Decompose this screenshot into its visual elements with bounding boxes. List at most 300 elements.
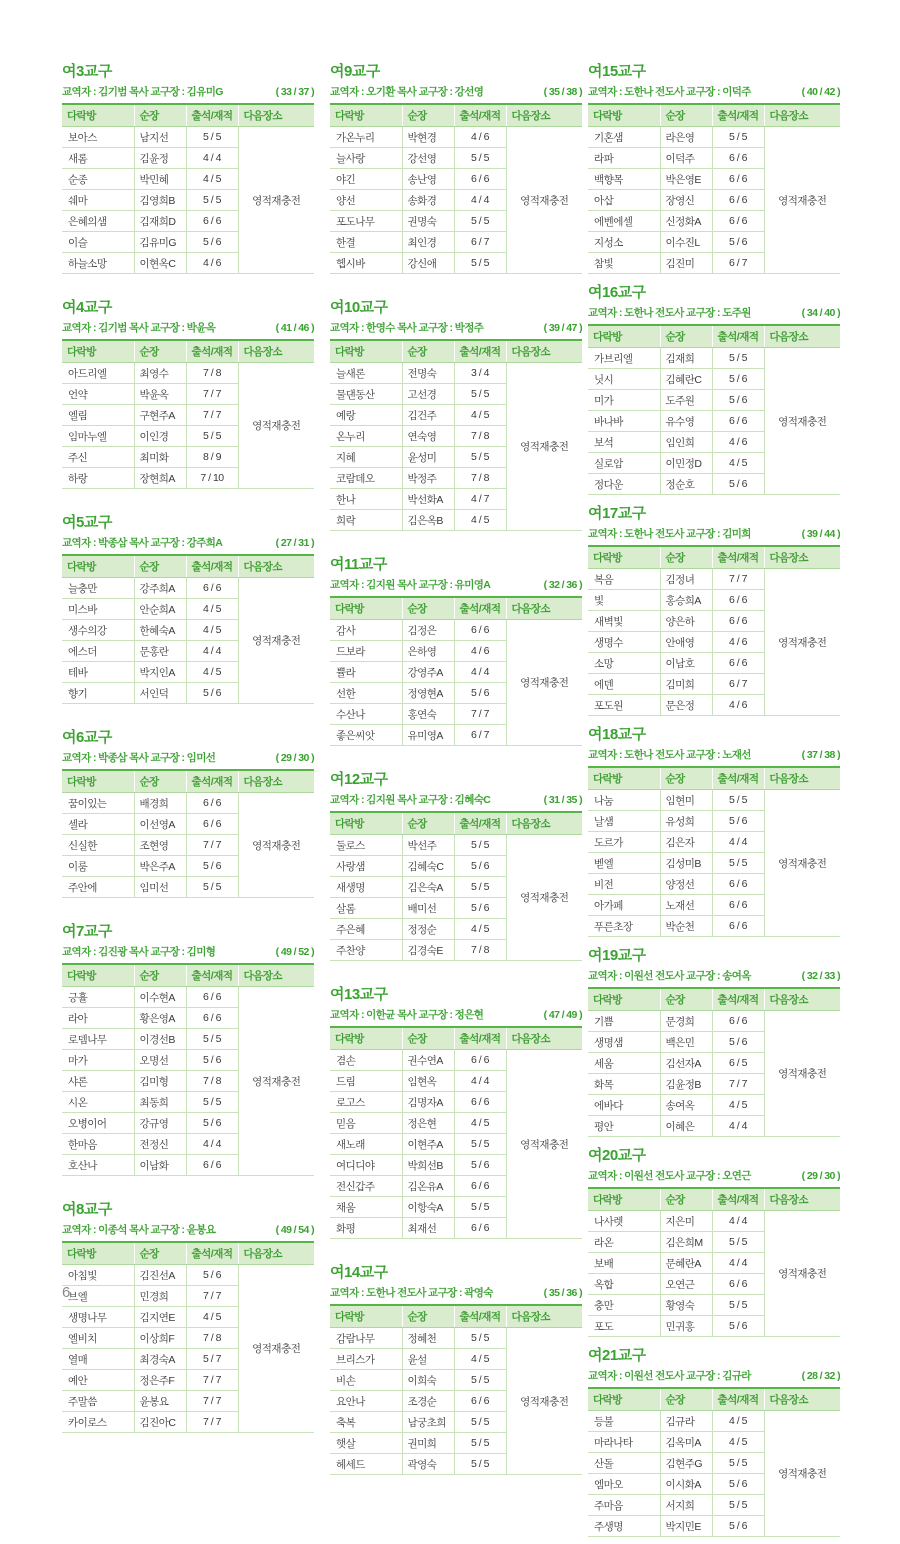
cell-leader: 김선자A [660,1053,712,1074]
attendance-total: ( 39 / 44 ) [801,528,840,540]
col-header-1: 순장 [134,340,186,363]
cell-attendance: 7 / 8 [454,468,506,489]
cell-next-place: 영적재충전 [238,578,314,704]
cell-leader: 임현옥 [402,1071,454,1092]
cell-leader: 이희숙 [402,1370,454,1391]
cell-room: 이룸 [62,856,134,877]
cell-attendance: 5 / 5 [454,1197,506,1218]
district-section [330,553,582,746]
cell-leader: 정순호 [660,474,712,495]
staff-line [588,968,840,983]
col-header-1: 순장 [660,1388,712,1411]
cell-leader: 정은현 [402,1113,454,1134]
cell-leader: 문경희 [660,1011,712,1032]
cell-attendance: 6 / 6 [454,169,506,190]
header-row [62,104,314,127]
cell-room: 보석 [588,432,660,453]
cell-attendance: 5 / 5 [712,1495,764,1516]
cell-room: 양선 [330,190,402,211]
cell-leader: 김윤정B [660,1074,712,1095]
cell-attendance: 7 / 7 [712,569,764,590]
district-section [330,1261,582,1475]
cell-leader: 김규라 [660,1411,712,1432]
cell-leader: 김온유A [402,1176,454,1197]
cell-room: 카이로스 [62,1412,134,1433]
col-header-0: 다락방 [588,1388,660,1411]
cell-room: 신실한 [62,835,134,856]
cell-leader: 박선화A [402,489,454,510]
cell-next-place: 영적재충전 [506,1050,582,1239]
col-header-2: 출석/재적 [712,988,764,1011]
cell-attendance: 6 / 6 [186,1008,238,1029]
header-row [330,340,582,363]
cell-room: 하랑 [62,468,134,489]
cell-leader: 유미영A [402,725,454,746]
cell-room: 살롬 [330,898,402,919]
roster-table [62,339,314,489]
cell-leader: 김지연E [134,1307,186,1328]
cell-leader: 황영숙 [660,1295,712,1316]
cell-attendance: 4 / 5 [712,1411,764,1432]
col-header-1: 순장 [660,104,712,127]
pastor-and-leader: 교역자 : 도한나 전도사 교구장 : 김미희 [588,528,751,540]
cell-leader: 김미형 [134,1071,186,1092]
table-row [62,793,314,814]
cell-room: 예안 [62,1370,134,1391]
cell-attendance: 6 / 6 [186,814,238,835]
header-row [588,988,840,1011]
cell-leader: 문혜란A [660,1253,712,1274]
district-section [588,723,840,937]
col-header-3: 다음장소 [764,325,840,348]
cell-room: 포도원 [588,695,660,716]
col-header-0: 다락방 [62,770,134,793]
roster-table [62,554,314,704]
attendance-total: ( 47 / 49 ) [543,1009,582,1021]
cell-attendance: 6 / 7 [454,232,506,253]
pastor-and-leader: 교역자 : 김지원 목사 교구장 : 김혜숙C [330,794,491,806]
cell-attendance: 5 / 5 [186,426,238,447]
cell-leader: 박윤옥 [134,384,186,405]
district-section [62,920,314,1176]
cell-next-place: 영적재충전 [238,1265,314,1433]
attendance-total: ( 40 / 42 ) [801,86,840,98]
roster-table [62,769,314,898]
district-title: 여14교구 [330,1264,388,1281]
cell-leader: 민경희 [134,1286,186,1307]
table-row [330,363,582,384]
cell-attendance: 4 / 5 [712,453,764,474]
cell-attendance: 7 / 7 [186,384,238,405]
cell-room: 드림 [330,1071,402,1092]
col-header-1: 순장 [134,770,186,793]
cell-leader: 김옥미A [660,1432,712,1453]
cell-attendance: 4 / 5 [454,1349,506,1370]
cell-leader: 장영신 [660,190,712,211]
attendance-total: ( 37 / 38 ) [801,749,840,761]
cell-room: 닛시 [588,369,660,390]
cell-attendance: 5 / 6 [712,1474,764,1495]
table-row [330,127,582,148]
cell-attendance: 6 / 6 [712,1274,764,1295]
cell-room: 비전 [588,874,660,895]
cell-room: 쉐마 [62,190,134,211]
cell-attendance: 8 / 9 [186,447,238,468]
district-title: 여4교구 [62,299,112,316]
district-section [588,1344,840,1537]
table-row [62,578,314,599]
cell-leader: 이수진L [660,232,712,253]
cell-attendance: 6 / 7 [454,725,506,746]
cell-attendance: 6 / 6 [712,590,764,611]
staff-line [62,750,314,765]
cell-leader: 김진미 [660,253,712,274]
cell-leader: 김진아C [134,1412,186,1433]
cell-room: 화목 [588,1074,660,1095]
cell-leader: 김명자A [402,1092,454,1113]
district-section [330,768,582,961]
district-section [62,296,314,489]
cell-leader: 고선경 [402,384,454,405]
cell-leader: 김은자 [660,832,712,853]
cell-attendance: 6 / 6 [186,211,238,232]
cell-attendance: 5 / 6 [454,683,506,704]
cell-leader: 임미선 [134,877,186,898]
staff-line [62,320,314,335]
cell-attendance: 7 / 7 [454,704,506,725]
cell-attendance: 5 / 5 [454,148,506,169]
cell-attendance: 4 / 6 [712,432,764,453]
col-header-2: 출석/재적 [712,1388,764,1411]
cell-leader: 안애영 [660,632,712,653]
cell-next-place: 영적재충전 [764,569,840,716]
cell-leader: 박순천 [660,916,712,937]
pastor-and-leader: 교역자 : 도한나 전도사 교구장 : 노재선 [588,749,751,761]
cell-leader: 권수연A [402,1050,454,1071]
table-row [588,1411,840,1432]
cell-attendance: 5 / 6 [454,856,506,877]
roster-table [588,1187,840,1337]
attendance-total: ( 29 / 30 ) [801,1170,840,1182]
cell-room: 향기 [62,683,134,704]
cell-attendance: 4 / 4 [454,190,506,211]
cell-attendance: 5 / 5 [454,1328,506,1349]
cell-room: 푸른초장 [588,916,660,937]
col-header-1: 순장 [660,325,712,348]
district-section [588,944,840,1137]
cell-attendance: 5 / 6 [186,683,238,704]
col-header-3: 다음장소 [764,988,840,1011]
pastor-and-leader: 교역자 : 이원선 전도사 교구장 : 송여옥 [588,970,751,982]
page-column-3 [588,60,840,1544]
roster-table [330,596,582,746]
cell-attendance: 4 / 5 [186,1307,238,1328]
cell-room: 바나바 [588,411,660,432]
cell-room: 여디디야 [330,1155,402,1176]
cell-room: 등불 [588,1411,660,1432]
cell-attendance: 5 / 5 [186,190,238,211]
cell-leader: 강선영 [402,148,454,169]
col-header-1: 순장 [134,104,186,127]
col-header-1: 순장 [402,597,454,620]
cell-leader: 김혜숙C [402,856,454,877]
staff-line [330,84,582,99]
col-header-3: 다음장소 [238,555,314,578]
cell-leader: 강신애 [402,253,454,274]
cell-room: 늘충만 [62,578,134,599]
cell-attendance: 5 / 5 [186,1092,238,1113]
col-header-2: 출석/재적 [712,1188,764,1211]
cell-leader: 곽영숙 [402,1454,454,1475]
staff-line [588,1368,840,1383]
cell-room: 가브리엘 [588,348,660,369]
cell-room: 나눔 [588,790,660,811]
cell-leader: 김은옥B [402,510,454,531]
cell-attendance: 5 / 5 [454,1134,506,1155]
cell-leader: 이덕주 [660,148,712,169]
col-header-3: 다음장소 [238,770,314,793]
cell-room: 포도나무 [330,211,402,232]
cell-leader: 전정신 [134,1134,186,1155]
cell-attendance: 6 / 6 [186,578,238,599]
cell-leader: 남궁초희 [402,1412,454,1433]
cell-room: 소망 [588,653,660,674]
col-header-2: 출석/재적 [712,767,764,790]
cell-leader: 장현희A [134,468,186,489]
cell-room: 아가페 [588,895,660,916]
cell-room: 긍휼 [62,987,134,1008]
col-header-0: 다락방 [330,1027,402,1050]
district-section [588,502,840,716]
staff-line [588,747,840,762]
cell-room: 에스더 [62,641,134,662]
table-row [62,987,314,1008]
staff-line [330,320,582,335]
cell-leader: 최재선 [402,1218,454,1239]
cell-room: 로고스 [330,1092,402,1113]
cell-room: 온누리 [330,426,402,447]
cell-room: 새노래 [330,1134,402,1155]
col-header-0: 다락방 [62,964,134,987]
cell-room: 믿음 [330,1113,402,1134]
staff-line [62,1222,314,1237]
cell-room: 비손 [330,1370,402,1391]
cell-attendance: 4 / 4 [712,1211,764,1232]
cell-room: 엠마오 [588,1474,660,1495]
col-header-3: 다음장소 [764,1188,840,1211]
cell-room: 엘림 [62,405,134,426]
cell-attendance: 5 / 6 [712,390,764,411]
cell-next-place: 영적재충전 [764,348,840,495]
cell-attendance: 5 / 6 [454,898,506,919]
header-row [588,104,840,127]
col-header-3: 다음장소 [506,1027,582,1050]
cell-room: 헵시바 [330,253,402,274]
attendance-total: ( 29 / 30 ) [275,752,314,764]
cell-attendance: 6 / 5 [712,1053,764,1074]
cell-leader: 서지희 [660,1495,712,1516]
cell-attendance: 5 / 6 [712,474,764,495]
cell-leader: 김현주G [660,1453,712,1474]
district-section [62,1198,314,1433]
col-header-0: 다락방 [588,1188,660,1211]
header-row [588,1388,840,1411]
col-header-0: 다락방 [330,597,402,620]
pastor-and-leader: 교역자 : 도한나 전도사 교구장 : 도주원 [588,307,751,319]
cell-attendance: 5 / 6 [186,232,238,253]
cell-room: 생명샘 [588,1032,660,1053]
staff-line [330,1285,582,1300]
cell-attendance: 5 / 7 [186,1349,238,1370]
col-header-0: 다락방 [588,988,660,1011]
cell-leader: 조경순 [402,1391,454,1412]
staff-line [588,84,840,99]
cell-leader: 박민혜 [134,169,186,190]
header-row [62,964,314,987]
district-title: 여8교구 [62,1201,112,1218]
header-row [588,767,840,790]
cell-attendance: 6 / 7 [712,253,764,274]
col-header-1: 순장 [660,988,712,1011]
page-column-2 [330,60,582,1497]
cell-room: 에바다 [588,1095,660,1116]
roster-table [330,103,582,274]
table-row [330,620,582,641]
cell-room: 감람나무 [330,1328,402,1349]
cell-attendance: 4 / 5 [712,1432,764,1453]
district-section [330,296,582,531]
cell-room: 헤세드 [330,1454,402,1475]
col-header-1: 순장 [402,104,454,127]
cell-attendance: 4 / 6 [454,641,506,662]
header-row [62,770,314,793]
cell-attendance: 7 / 8 [186,1071,238,1092]
cell-room: 아침빛 [62,1265,134,1286]
cell-room: 새벽빛 [588,611,660,632]
cell-leader: 송화경 [402,190,454,211]
col-header-2: 출석/재적 [186,770,238,793]
district-section [62,726,314,898]
staff-line [588,305,840,320]
cell-leader: 이시화A [660,1474,712,1495]
cell-leader: 지은미 [660,1211,712,1232]
cell-leader: 최인경 [402,232,454,253]
cell-next-place: 영적재충전 [238,363,314,489]
cell-attendance: 6 / 7 [712,674,764,695]
cell-attendance: 4 / 5 [454,405,506,426]
cell-room: 엘비치 [62,1328,134,1349]
cell-attendance: 5 / 5 [454,447,506,468]
staff-line [330,577,582,592]
cell-attendance: 5 / 6 [186,856,238,877]
cell-next-place: 영적재충전 [238,793,314,898]
cell-attendance: 4 / 6 [186,253,238,274]
cell-leader: 박희선B [402,1155,454,1176]
cell-attendance: 5 / 6 [186,1265,238,1286]
district-section [588,60,840,274]
cell-attendance: 4 / 4 [186,1134,238,1155]
table-row [588,127,840,148]
cell-room: 언약 [62,384,134,405]
cell-next-place: 영적재충전 [764,1011,840,1137]
cell-room: 브엘 [62,1286,134,1307]
cell-leader: 김윤정 [134,148,186,169]
cell-room: 보배 [588,1253,660,1274]
cell-room: 요안나 [330,1391,402,1412]
staff-line [62,535,314,550]
cell-leader: 최경숙A [134,1349,186,1370]
cell-room: 야긴 [330,169,402,190]
cell-leader: 임인희 [660,432,712,453]
cell-next-place: 영적재충전 [764,127,840,274]
attendance-total: ( 35 / 36 ) [543,1287,582,1299]
cell-room: 나사렛 [588,1211,660,1232]
district-title: 여9교구 [330,63,380,80]
staff-line [62,84,314,99]
col-header-1: 순장 [402,1027,454,1050]
cell-room: 라아 [62,1008,134,1029]
staff-line [330,1007,582,1022]
cell-leader: 이혜은 [660,1116,712,1137]
cell-attendance: 4 / 4 [712,1116,764,1137]
district-title: 여12교구 [330,771,388,788]
pastor-and-leader: 교역자 : 김기범 목사 교구장 : 김유미G [62,86,223,98]
cell-leader: 김정녀 [660,569,712,590]
cell-leader: 강주희A [134,578,186,599]
cell-leader: 김성미B [660,853,712,874]
pastor-and-leader: 교역자 : 이원선 전도사 교구장 : 오연근 [588,1170,751,1182]
district-title: 여15교구 [588,63,646,80]
table-row [62,127,314,148]
cell-next-place: 영적재충전 [764,1211,840,1337]
cell-attendance: 5 / 5 [712,127,764,148]
cell-attendance: 6 / 6 [454,1050,506,1071]
district-title: 여3교구 [62,63,112,80]
cell-room: 보아스 [62,127,134,148]
cell-room: 생명수 [588,632,660,653]
col-header-1: 순장 [660,1188,712,1211]
cell-room: 열매 [62,1349,134,1370]
table-row [62,363,314,384]
col-header-2: 출석/재적 [186,964,238,987]
cell-leader: 정은주F [134,1370,186,1391]
cell-room: 주찬양 [330,940,402,961]
header-row [588,546,840,569]
cell-attendance: 5 / 6 [186,1050,238,1071]
header-row [62,340,314,363]
cell-room: 기혼샘 [588,127,660,148]
cell-room: 하늘소망 [62,253,134,274]
header-row [330,104,582,127]
cell-attendance: 5 / 5 [712,1232,764,1253]
col-header-2: 출석/재적 [454,812,506,835]
cell-attendance: 4 / 6 [712,632,764,653]
cell-room: 에벤에셀 [588,211,660,232]
district-section [330,60,582,274]
cell-next-place: 영적재충전 [506,363,582,531]
district-section [330,983,582,1239]
cell-leader: 문홍란 [134,641,186,662]
attendance-total: ( 32 / 33 ) [801,970,840,982]
cell-leader: 박은영E [660,169,712,190]
cell-leader: 김유미G [134,232,186,253]
cell-leader: 구현주A [134,405,186,426]
cell-room: 화평 [330,1218,402,1239]
col-header-2: 출석/재적 [454,1027,506,1050]
cell-room: 새롬 [62,148,134,169]
cell-room: 주신 [62,447,134,468]
cell-leader: 도주원 [660,390,712,411]
